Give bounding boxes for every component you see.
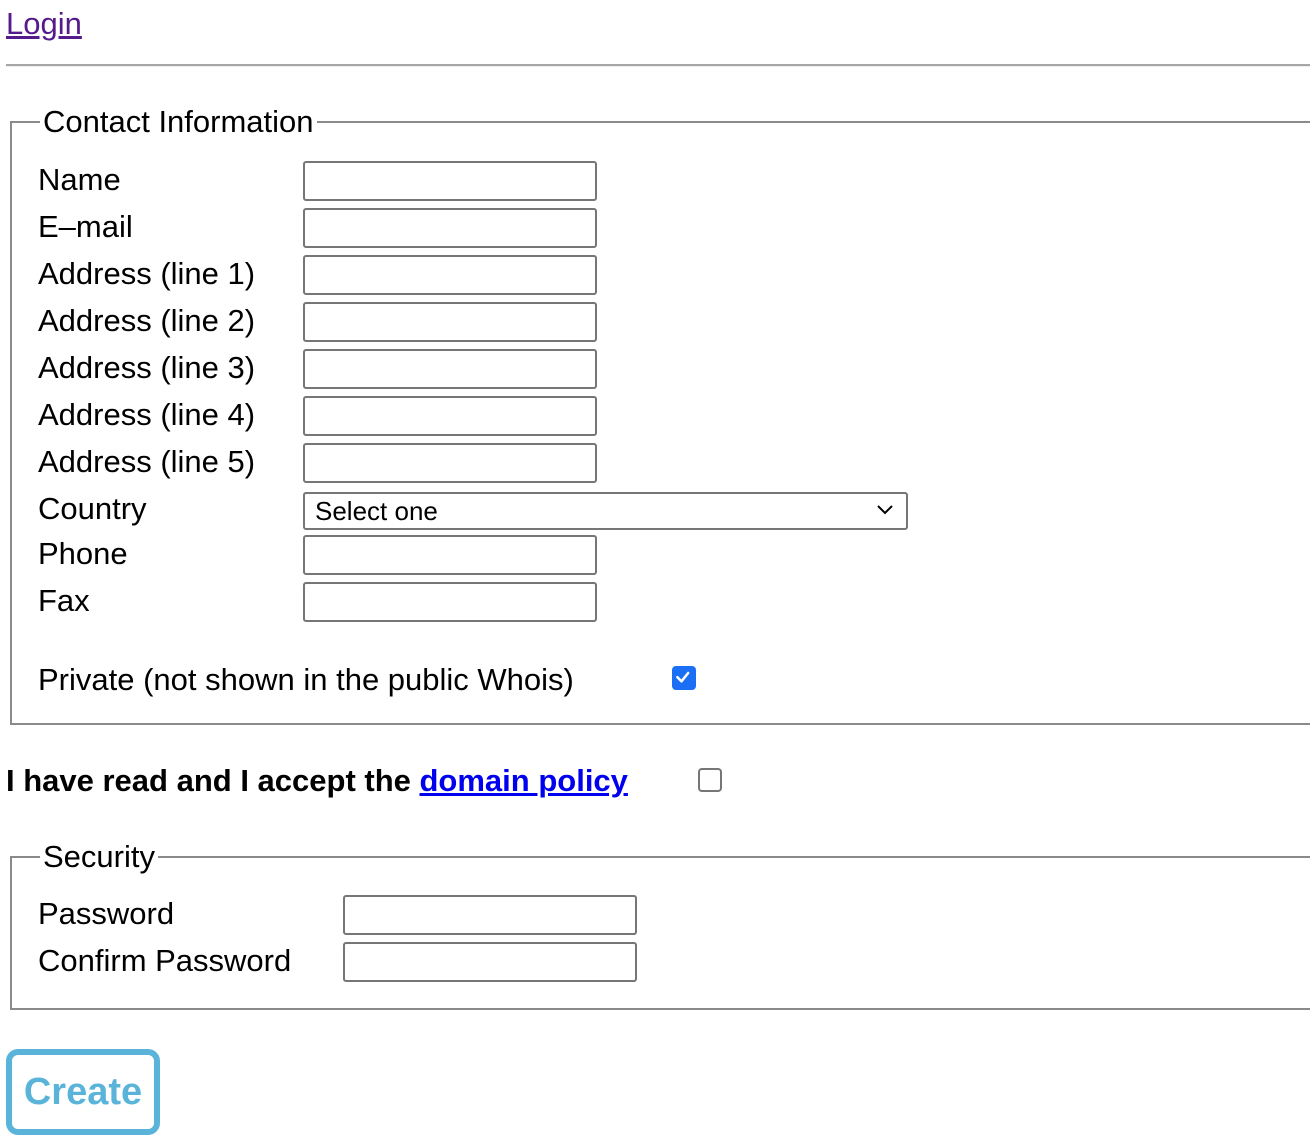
private-label: Private (not shown in the public Whois) <box>38 662 574 697</box>
chevron-down-icon <box>874 498 896 520</box>
password-field[interactable] <box>343 895 637 935</box>
private-checkbox[interactable] <box>672 666 696 690</box>
phone-field[interactable] <box>303 535 597 575</box>
fax-field[interactable] <box>303 582 597 622</box>
policy-text: I have read and I accept the <box>6 763 420 798</box>
country-label: Country <box>38 491 147 526</box>
password-label: Password <box>38 896 175 931</box>
address-line1-label: Address (line 1) <box>38 256 256 291</box>
address-line4-field[interactable] <box>303 396 597 436</box>
security-fieldset <box>10 840 1310 1010</box>
name-label: Name <box>38 162 121 197</box>
login-link[interactable]: Login <box>6 6 82 41</box>
address-line5-label: Address (line 5) <box>38 444 256 479</box>
email-label: E–mail <box>38 209 133 244</box>
confirm-password-label: Confirm Password <box>38 943 292 978</box>
confirm-password-field[interactable] <box>343 942 637 982</box>
address-line3-field[interactable] <box>303 349 597 389</box>
policy-accept-checkbox[interactable] <box>698 768 722 792</box>
address-line3-label: Address (line 3) <box>38 350 256 385</box>
domain-policy-link[interactable]: domain policy <box>419 763 628 798</box>
address-line2-label: Address (line 2) <box>38 303 256 338</box>
address-line2-field[interactable] <box>303 302 597 342</box>
address-line5-field[interactable] <box>303 443 597 483</box>
contact-information-legend: Contact Information <box>43 104 314 139</box>
name-field[interactable] <box>303 161 597 201</box>
checkmark-icon <box>674 668 694 688</box>
policy-acceptance <box>6 762 628 800</box>
horizontal-rule <box>6 64 1310 67</box>
create-button[interactable]: Create <box>6 1049 160 1135</box>
fax-label: Fax <box>38 583 90 618</box>
address-line4-label: Address (line 4) <box>38 397 256 432</box>
security-legend: Security <box>43 839 155 874</box>
country-select[interactable] <box>303 492 908 530</box>
country-select-value: Select one <box>315 496 438 526</box>
email-field[interactable] <box>303 208 597 248</box>
address-line1-field[interactable] <box>303 255 597 295</box>
phone-label: Phone <box>38 536 128 571</box>
